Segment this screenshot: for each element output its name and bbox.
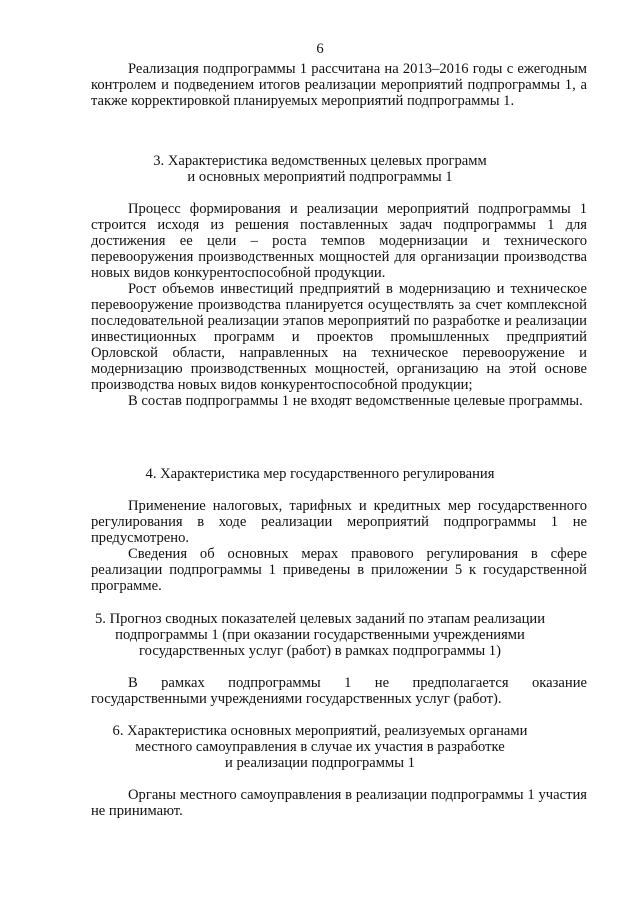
section-5-heading-line-1: 5. Прогноз сводных показателей целевых заданий по этапам реализации <box>94 611 546 627</box>
section-4-heading <box>0 466 640 482</box>
section-6-heading-line-2: местного самоуправления в случае их участия в разработке <box>135 739 505 755</box>
section-3-heading <box>0 153 640 185</box>
section-3-paragraph-3: В состав подпрограммы 1 не входят ведомственные целевые программы. <box>128 393 583 409</box>
section-6-heading-line-1: 6. Характеристика основных мероприятий, реализуемых органами <box>112 723 528 739</box>
section-3-body <box>91 201 587 409</box>
section-5-body <box>91 675 587 707</box>
intro-block <box>91 61 587 109</box>
intro-paragraph: Реализация подпрограммы 1 рассчитана на 2013–2016 годы с ежегодным контролем и подведением итогов реализации мероприятий подпрограммы 1, а также корректировкой планируемых мероприятий подпрограммы 1. <box>91 61 587 109</box>
section-6-heading-line-3: и реализации подпрограммы 1 <box>225 755 415 771</box>
section-3-heading-line-2: и основных мероприятий подпрограммы 1 <box>187 169 453 185</box>
section-4-paragraph-1: Применение налоговых, тарифных и кредитных мер государственного регулирования в ходе реализации мероприятий подпрограммы 1 не предусмотрено. <box>91 498 587 546</box>
section-3-paragraph-1: Процесс формирования и реализации мероприятий подпрограммы 1 строится исходя из решения поставленных задач подпрограммы 1 для достижения ее цели – роста темпов модернизации и технического перевооружения производственных мощностей для организации производства новых видов конкурентоспособной продукции. <box>91 201 587 281</box>
section-5-heading <box>0 611 640 659</box>
section-3-paragraph-2: Рост объемов инвестиций предприятий в модернизацию и техническое перевооружение производства планируется осуществлять за счет комплексной последовательной реализации этапов мероприятий по разработке и реализации инвестиционных программ и проектов промышленных предприятий Орловской области, направленных на техническое перевооружение и модернизацию производственных мощностей, организацию на этой основе производства новых видов конкурентоспособной продукции; <box>91 281 587 393</box>
section-4-paragraph-2: Сведения об основных мерах правового регулирования в сфере реализации подпрограммы 1 приведены в приложении 5 к государственной программе. <box>91 546 587 594</box>
section-6-body <box>91 787 587 819</box>
section-3-heading-line-1: 3. Характеристика ведомственных целевых программ <box>153 153 487 169</box>
section-5-paragraph-1: В рамках подпрограммы 1 не предполагается оказание государственными учреждениями государственных услуг (работ). <box>91 675 587 707</box>
section-5-heading-line-3: государственных услуг (работ) в рамках подпрограммы 1) <box>139 643 501 659</box>
section-6-paragraph-1: Органы местного самоуправления в реализации подпрограммы 1 участия не принимают. <box>91 787 587 819</box>
section-4-heading-line-1: 4. Характеристика мер государственного регулирования <box>145 466 495 482</box>
section-4-body <box>91 498 587 594</box>
page-number: 6 <box>316 41 324 57</box>
section-5-heading-line-2: подпрограммы 1 (при оказании государственными учреждениями <box>115 627 525 643</box>
section-6-heading <box>0 723 640 771</box>
